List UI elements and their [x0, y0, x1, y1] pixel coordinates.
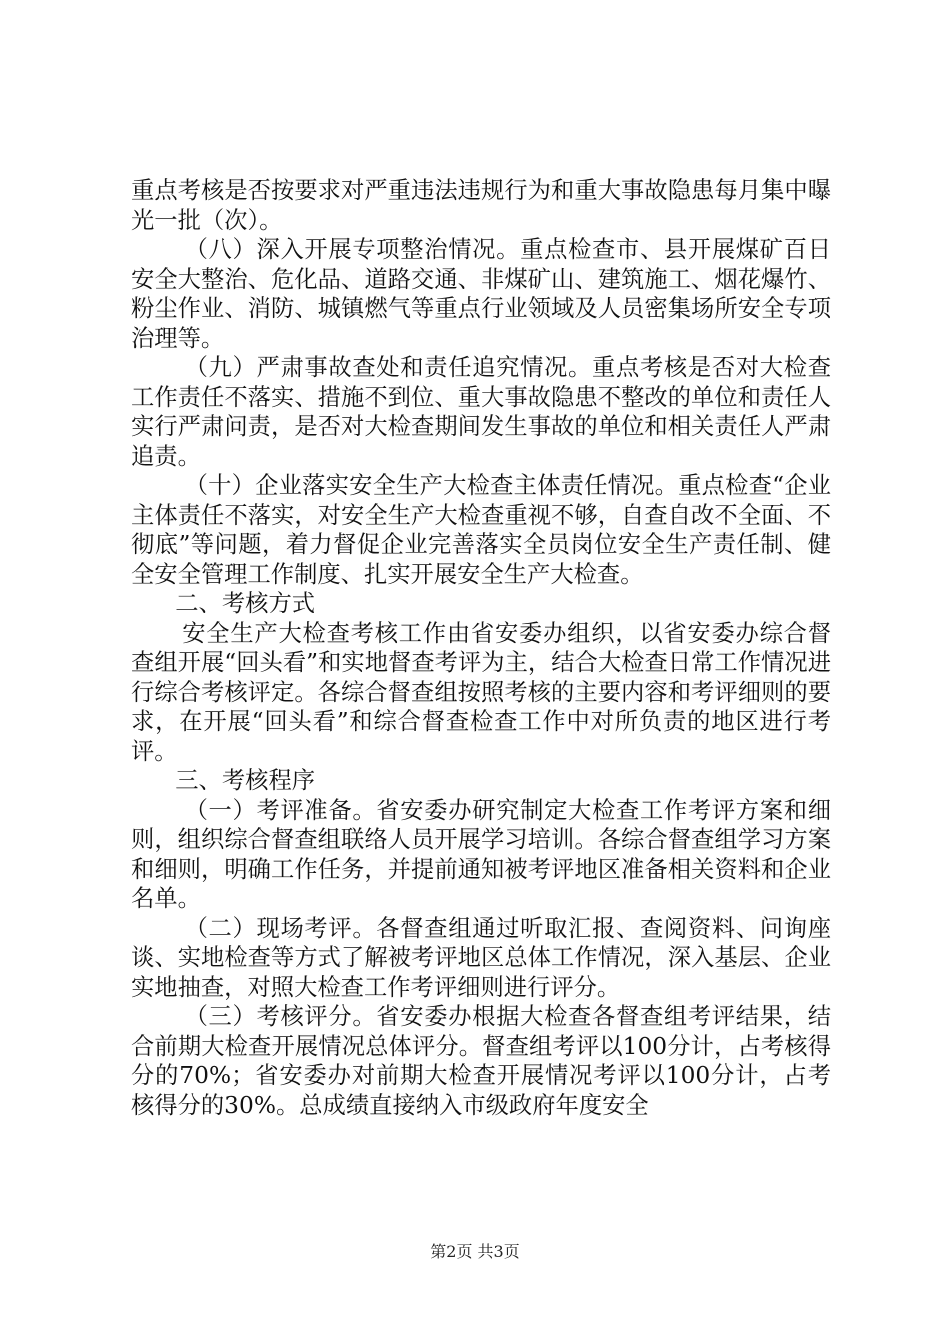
paragraph-assessment-method: 安全生产大检查考核工作由省安委办组织，以省安委办综合督查组开展“回头看”和实地督查考评为主，结合大检查日常工作情况进行综合考核评定。各综合督查组按照考核的主要内容和考评细则的要求，在开展“回头看”和综合督查检查工作中对所负责的地区进行考评。 — [131, 619, 831, 765]
section-heading-assessment-method: 二、考核方式 — [175, 590, 316, 617]
paragraph-continuation: 重点考核是否按要求对严重违法违规行为和重大事故隐患每月集中曝光一批（次）。 — [131, 177, 831, 234]
page-footer: 第2页 共3页 — [430, 1242, 520, 1261]
section-heading-assessment-procedure: 三、考核程序 — [175, 767, 316, 794]
paragraph-item-9: （九）严肃事故查处和责任追究情况。重点考核是否对大检查工作责任不落实、措施不到位、重大事故隐患不整改的单位和责任人实行严肃问责，是否对大检查期间发生事故的单位和相关责任人严肃追责。 — [131, 354, 831, 470]
document-body — [131, 176, 831, 1120]
paragraph-item-8: （八）深入开展专项整治情况。重点检查市、县开展煤矿百日安全大整治、危化品、道路交通、非煤矿山、建筑施工、烟花爆竹、粉尘作业、消防、城镇燃气等重点行业领域及人员密集场所安全专项治理等。 — [131, 236, 831, 352]
paragraph-item-10: （十）企业落实安全生产大检查主体责任情况。重点检查“企业主体责任不落实，对安全生产大检查重视不够，自查自改不全面、不彻底”等问题，着力督促企业完善落实全员岗位安全生产责任制、健全安全管理工作制度、扎实开展安全生产大检查。 — [131, 472, 831, 588]
paragraph-step-1: （一）考评准备。省安委办研究制定大检查工作考评方案和细则，组织综合督查组联络人员开展学习培训。各综合督查组学习方案和细则，明确工作任务，并提前通知被考评地区准备相关资料和企业名单。 — [131, 796, 831, 912]
paragraph-step-2: （二）现场考评。各督查组通过听取汇报、查阅资料、问询座谈、实地检查等方式了解被考评地区总体工作情况，深入基层、企业实地抽查，对照大检查工作考评细则进行评分。 — [131, 914, 831, 1001]
paragraph-step-3: （三）考核评分。省安委办根据大检查各督查组考评结果，结合前期大检查开展情况总体评分。督查组考评以100分计，占考核得分的70%；省安委办对前期大检查开展情况考评以100分计，占考核得分的30%。总成绩直接纳入市级政府年度安全 — [131, 1003, 831, 1119]
